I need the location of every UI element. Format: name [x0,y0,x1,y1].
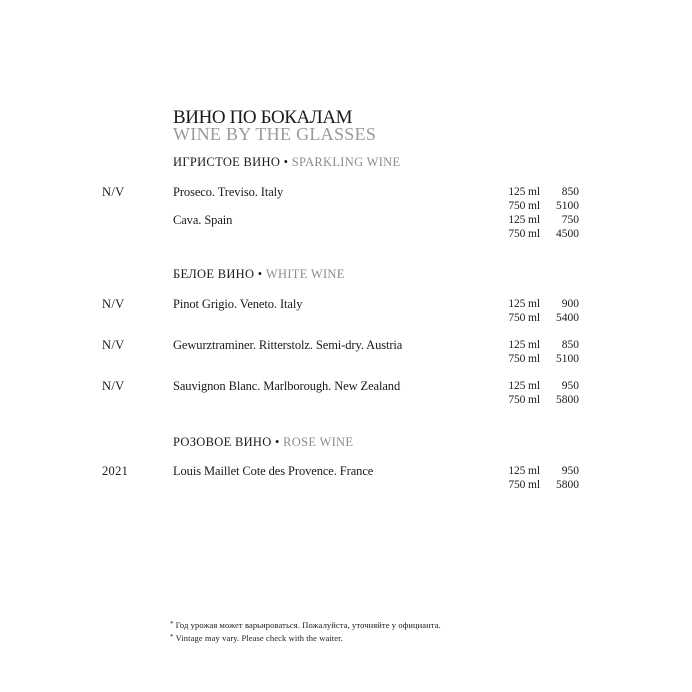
section-heading-rose [173,435,353,449]
section-title-ru: ИГРИСТОЕ ВИНО [173,155,281,169]
wine-volume: 750 ml [508,228,540,240]
page-title-en: WINE BY THE GLASSES [173,124,377,144]
wine-price: 850 [561,186,579,198]
wine-volume: 125 ml [508,186,540,198]
wine-vintage: 2021 [102,464,129,478]
wine-name: Louis Maillet Cote des Provence. France [173,464,374,478]
wine-volume: 125 ml [508,339,540,351]
wine-name: Gewurztraminer. Ritterstolz. Semi-dry. Austria [173,338,403,352]
wine-name: Proseco. Treviso. Italy [173,185,284,199]
wine-vintage: N/V [102,185,125,199]
section-title-en: WHITE WINE [265,267,345,281]
wine-price: 950 [561,465,579,477]
section-title-ru: БЕЛОЕ ВИНО [173,267,255,281]
section-title-ru: РОЗОВОЕ ВИНО [173,435,272,449]
wine-price: 5400 [556,312,579,324]
page-title-ru: ВИНО ПО БОКАЛАМ [173,107,353,128]
footnote-ru [170,619,441,631]
wine-volume: 750 ml [508,312,540,324]
section-separator: • [283,155,289,169]
wine-price: 5800 [556,394,579,406]
wine-volume: 750 ml [508,200,540,212]
footnote-en [170,632,343,644]
footnote-marker: * [170,620,174,628]
wine-price: 900 [561,298,579,310]
section-title-en: ROSE WINE [283,435,354,449]
wine-name: Cava. Spain [173,213,233,227]
wine-volume: 750 ml [508,353,540,365]
wine-volume: 125 ml [508,214,540,226]
section-title-en: SPARKLING WINE [291,155,401,169]
footnote-text: Год урожая может варьироваться. Пожалуйста, уточняйте у официанта. [175,620,441,630]
section-separator: • [257,267,263,281]
wine-vintage: N/V [102,379,125,393]
wine-price: 5800 [556,479,579,491]
wine-vintage: N/V [102,338,125,352]
wine-price: 5100 [556,353,579,365]
wine-price: 750 [561,214,579,226]
section-heading-sparkling [173,155,400,169]
wine-volume: 125 ml [508,298,540,310]
section-separator: • [275,435,280,449]
wine-vintage: N/V [102,297,125,311]
wine-name: Sauvignon Blanc. Marlborough. New Zealand [173,379,401,393]
wine-volume: 750 ml [508,394,540,406]
wine-price: 950 [561,380,579,392]
wine-price: 4500 [556,228,579,240]
footnote-text: Vintage may vary. Please check with the waiter. [175,633,343,643]
wine-volume: 750 ml [508,479,540,491]
footnote-marker: * [170,633,174,641]
wine-volume: 125 ml [508,465,540,477]
section-heading-white [173,267,345,281]
wine-price: 5100 [556,200,579,212]
wine-volume: 125 ml [508,380,540,392]
wine-price: 850 [561,339,579,351]
wine-name: Pinot Grigio. Veneto. Italy [173,297,303,311]
